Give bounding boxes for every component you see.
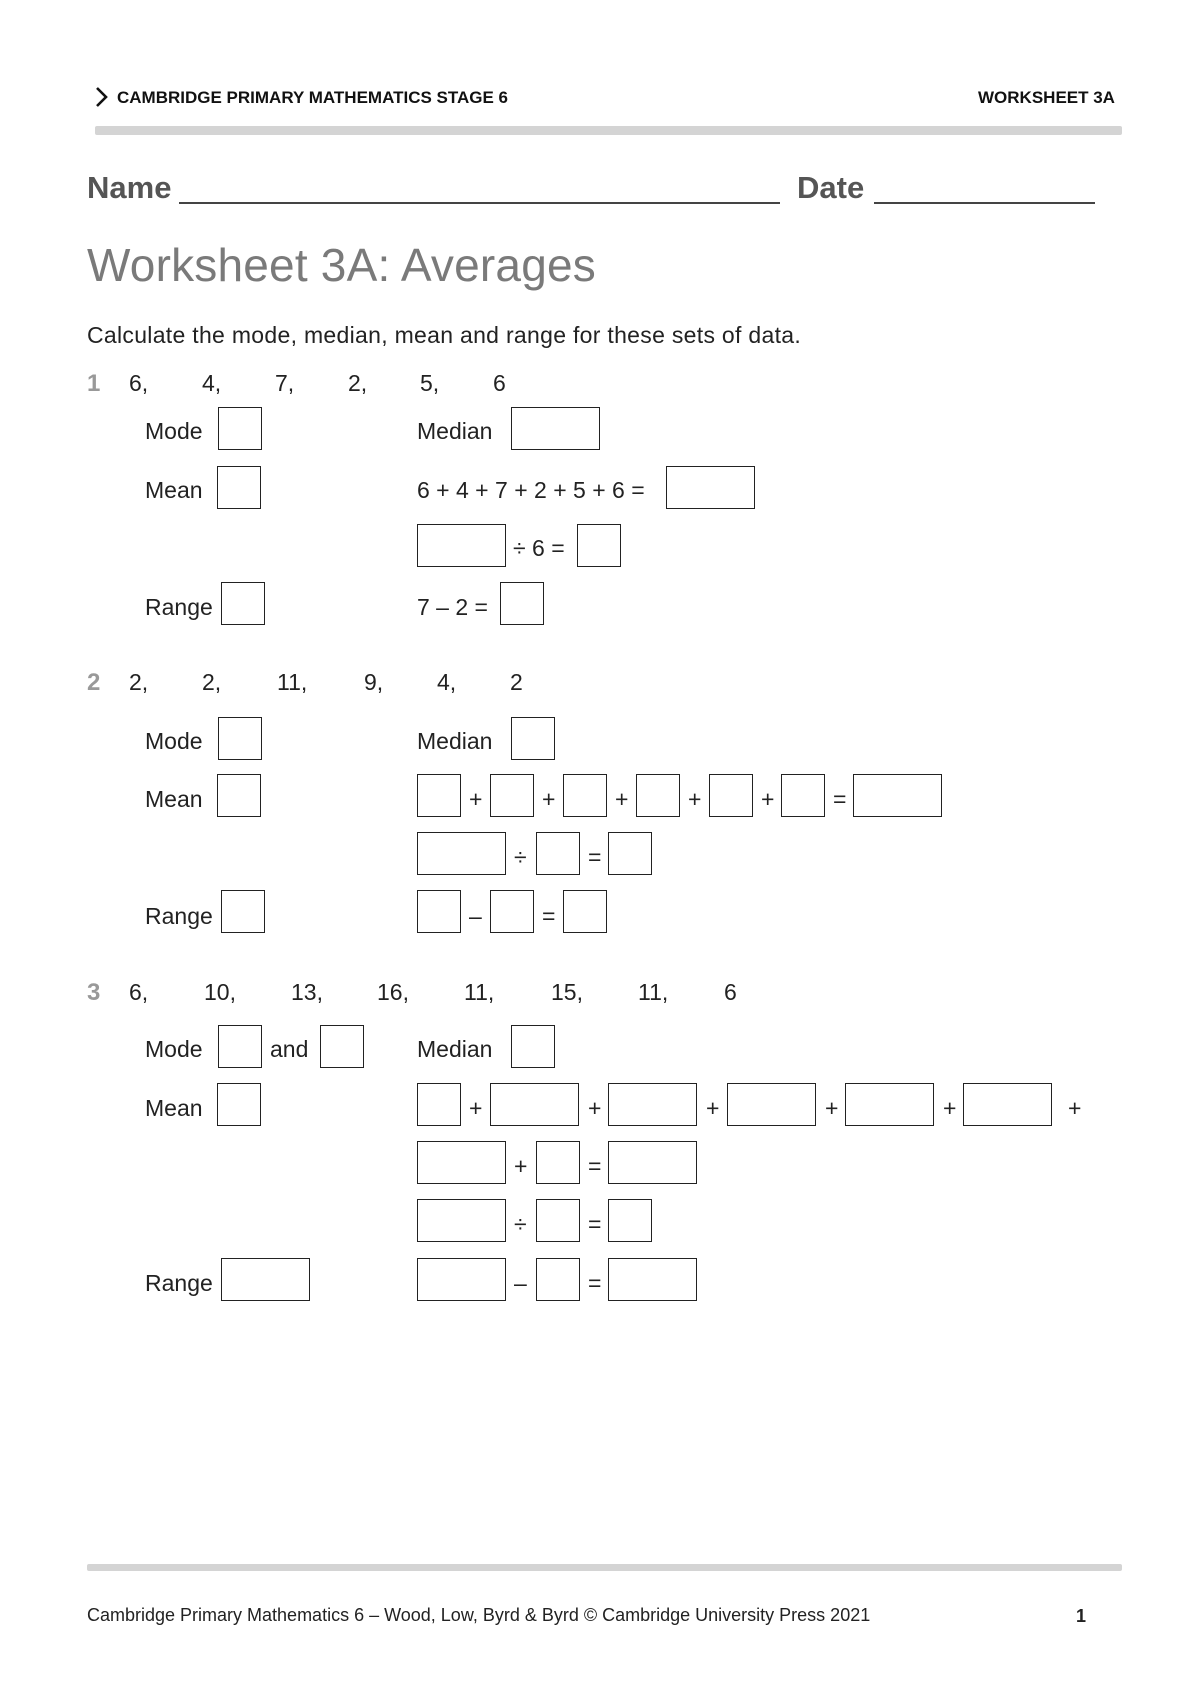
mean-label: Mean bbox=[145, 477, 203, 503]
answer-box[interactable] bbox=[218, 407, 262, 450]
answer-box[interactable] bbox=[218, 1025, 262, 1068]
mode-label: Mode bbox=[145, 418, 203, 444]
question-number: 1 bbox=[87, 370, 101, 397]
answer-box[interactable] bbox=[417, 890, 461, 933]
data-value: 2 bbox=[510, 669, 523, 695]
plus-sign: + bbox=[588, 1095, 602, 1121]
answer-box[interactable] bbox=[221, 582, 265, 625]
plus-sign: + bbox=[1068, 1095, 1082, 1121]
equals-sign: = bbox=[588, 1211, 602, 1237]
range-expression: 7 – 2 = bbox=[417, 594, 488, 620]
equals-sign: = bbox=[833, 786, 847, 812]
answer-box[interactable] bbox=[781, 774, 825, 817]
plus-sign: + bbox=[469, 786, 483, 812]
sum-expression: 6 + 4 + 7 + 2 + 5 + 6 = bbox=[417, 477, 645, 503]
plus-sign: + bbox=[514, 1153, 528, 1179]
data-value: 16, bbox=[377, 979, 409, 1005]
data-value: 5, bbox=[420, 370, 440, 396]
data-value: 9, bbox=[364, 669, 384, 695]
answer-box[interactable] bbox=[511, 717, 555, 760]
chevron-right-icon bbox=[94, 86, 108, 108]
date-line[interactable] bbox=[874, 172, 1095, 204]
answer-box[interactable] bbox=[853, 774, 942, 817]
answer-box[interactable] bbox=[577, 524, 621, 567]
answer-box[interactable] bbox=[320, 1025, 364, 1068]
answer-box[interactable] bbox=[963, 1083, 1052, 1126]
equals-sign: = bbox=[588, 1153, 602, 1179]
answer-box[interactable] bbox=[563, 890, 607, 933]
data-value: 7, bbox=[275, 370, 295, 396]
range-label: Range bbox=[145, 594, 213, 620]
answer-box[interactable] bbox=[511, 1025, 555, 1068]
median-label: Median bbox=[417, 418, 493, 444]
footer-credit: Cambridge Primary Mathematics 6 – Wood, Low, Byrd & Byrd © Cambridge University Press 2021 bbox=[87, 1605, 871, 1625]
answer-box[interactable] bbox=[536, 1141, 580, 1184]
plus-sign: + bbox=[825, 1095, 839, 1121]
answer-box[interactable] bbox=[417, 1141, 506, 1184]
answer-box[interactable] bbox=[636, 774, 680, 817]
plus-sign: + bbox=[706, 1095, 720, 1121]
answer-box[interactable] bbox=[608, 1083, 697, 1126]
range-label: Range bbox=[145, 1270, 213, 1296]
question-number: 3 bbox=[87, 979, 101, 1006]
minus-sign: – bbox=[514, 1270, 527, 1296]
median-label: Median bbox=[417, 728, 493, 754]
range-label: Range bbox=[145, 903, 213, 929]
answer-box[interactable] bbox=[608, 1199, 652, 1242]
answer-box[interactable] bbox=[221, 890, 265, 933]
name-line[interactable] bbox=[179, 172, 780, 204]
plus-sign: + bbox=[761, 786, 775, 812]
date-label: Date bbox=[797, 170, 865, 205]
answer-box[interactable] bbox=[709, 774, 753, 817]
and-label: and bbox=[270, 1036, 309, 1062]
data-value: 11, bbox=[464, 979, 495, 1005]
equals-sign: = bbox=[588, 844, 602, 870]
data-value: 4, bbox=[437, 669, 457, 695]
answer-box[interactable] bbox=[417, 832, 506, 875]
answer-box[interactable] bbox=[490, 1083, 579, 1126]
divide-sign: ÷ bbox=[514, 1211, 527, 1237]
answer-box[interactable] bbox=[727, 1083, 816, 1126]
mean-label: Mean bbox=[145, 786, 203, 812]
plus-sign: + bbox=[615, 786, 629, 812]
series-title: CAMBRIDGE PRIMARY MATHEMATICS STAGE 6 bbox=[117, 88, 509, 107]
question-number: 2 bbox=[87, 669, 101, 696]
answer-box[interactable] bbox=[490, 890, 534, 933]
median-label: Median bbox=[417, 1036, 493, 1062]
answer-box[interactable] bbox=[536, 1258, 580, 1301]
answer-box[interactable] bbox=[217, 466, 261, 509]
data-value: 10, bbox=[204, 979, 236, 1005]
answer-box[interactable] bbox=[845, 1083, 934, 1126]
answer-box[interactable] bbox=[490, 774, 534, 817]
worksheet-label: WORKSHEET 3A bbox=[978, 88, 1115, 107]
answer-box[interactable] bbox=[536, 1199, 580, 1242]
header-divider bbox=[95, 126, 1122, 135]
answer-box[interactable] bbox=[221, 1258, 310, 1301]
answer-box[interactable] bbox=[217, 774, 261, 817]
minus-sign: – bbox=[469, 903, 482, 929]
plus-sign: + bbox=[542, 786, 556, 812]
data-value: 11, bbox=[638, 979, 669, 1005]
divide-expression: ÷ 6 = bbox=[513, 535, 565, 561]
answer-box[interactable] bbox=[536, 832, 580, 875]
answer-box[interactable] bbox=[417, 524, 506, 567]
answer-box[interactable] bbox=[511, 407, 600, 450]
data-value: 4, bbox=[202, 370, 222, 396]
data-value: 11, bbox=[277, 669, 308, 695]
plus-sign: + bbox=[943, 1095, 957, 1121]
mode-label: Mode bbox=[145, 728, 203, 754]
page-title: Worksheet 3A: Averages bbox=[87, 239, 596, 291]
answer-box[interactable] bbox=[417, 1083, 461, 1126]
answer-box[interactable] bbox=[500, 582, 544, 625]
answer-box[interactable] bbox=[217, 1083, 261, 1126]
data-value: 13, bbox=[291, 979, 323, 1005]
answer-box[interactable] bbox=[666, 466, 755, 509]
data-value: 6 bbox=[493, 370, 506, 396]
answer-box[interactable] bbox=[218, 717, 262, 760]
data-value: 2, bbox=[202, 669, 222, 695]
instructions: Calculate the mode, median, mean and range for these sets of data. bbox=[87, 322, 802, 348]
answer-box[interactable] bbox=[608, 1258, 697, 1301]
answer-box[interactable] bbox=[417, 774, 461, 817]
page-number: 1 bbox=[1076, 1606, 1087, 1626]
equals-sign: = bbox=[588, 1270, 602, 1296]
answer-box[interactable] bbox=[563, 774, 607, 817]
mode-label: Mode bbox=[145, 1036, 203, 1062]
equals-sign: = bbox=[542, 903, 556, 929]
name-label: Name bbox=[87, 170, 172, 205]
plus-sign: + bbox=[688, 786, 702, 812]
data-value: 6, bbox=[129, 979, 149, 1005]
answer-box[interactable] bbox=[417, 1199, 506, 1242]
data-value: 6 bbox=[724, 979, 737, 1005]
footer-divider bbox=[87, 1564, 1122, 1571]
plus-sign: + bbox=[469, 1095, 483, 1121]
data-value: 2, bbox=[129, 669, 149, 695]
answer-box[interactable] bbox=[608, 832, 652, 875]
divide-sign: ÷ bbox=[514, 844, 527, 870]
answer-box[interactable] bbox=[417, 1258, 506, 1301]
mean-label: Mean bbox=[145, 1095, 203, 1121]
data-value: 2, bbox=[348, 370, 368, 396]
data-value: 6, bbox=[129, 370, 149, 396]
data-value: 15, bbox=[551, 979, 583, 1005]
answer-box[interactable] bbox=[608, 1141, 697, 1184]
